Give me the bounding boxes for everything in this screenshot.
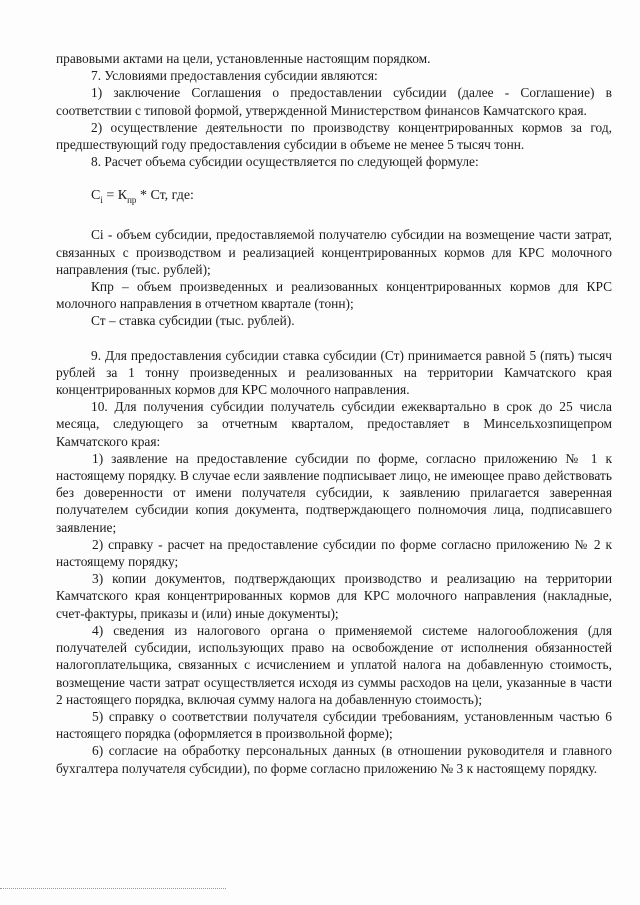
clause-10-item-5: 5) справку о соответствии получателя субсидии требованиям, установленным частью 6 настоящего порядка (оформляется в произвольной форме);	[56, 708, 612, 742]
page-bottom-rule	[0, 888, 226, 889]
clause-7-item-2: 2) осуществление деятельности по производству концентрированных кормов за год, предшествующий году предоставления субсидии в объеме не менее 5 тысяч тонн.	[56, 119, 612, 153]
formula-definition-ci: Сi - объем субсидии, предоставляемой получателю субсидии на возмещение части затрат, связанных с производством и реализацией концентрированных кормов для КРС молочного направления (тыс. рублей);	[56, 227, 612, 277]
formula-k: К	[117, 188, 128, 204]
clause-9: 9. Для предоставления субсидии ставка субсидии (Ст) принимается равной 5 (пять) тысяч рублей за 1 тонну произведенных и реализованных на территории Камчатского края концентрированных кормов для КРС молочного направления.	[56, 347, 612, 398]
document-body	[56, 50, 612, 777]
formula-lhs-sub: i	[100, 195, 103, 206]
clause-7-item-1: 1) заключение Соглашения о предоставлении субсидии (далее - Соглашение) в соответствии с типовой формой, утвержденной Министерством финансов Камчатского края.	[56, 85, 612, 118]
paragraph-gap	[56, 330, 612, 347]
paragraph-continuation: правовыми актами на цели, установленные настоящим порядком.	[56, 51, 431, 66]
clause-7-heading: 7. Условиями предоставления субсидии являются:	[91, 68, 378, 84]
subsidy-formula	[56, 187, 612, 209]
clause-10-item-2: 2) справку - расчет на предоставление субсидии по форме согласно приложению № 2 к настоящему порядку;	[56, 536, 612, 570]
clause-10-item-1: 1) заявление на предоставление субсидии по форме, согласно приложению № 1 к настоящему порядку. В случае если заявление подписывает лицо, не имеющее право действовать без доверенности от имени получателя субсидии, к заявлению прилагается заверенная получателем субсидии копия документа, подтверждающего полномочия лица, подписавшего заявление;	[56, 450, 612, 535]
clause-10-item-6: 6) согласие на обработку персональных данных (в отношении руководителя и главного бухгалтера получателя субсидии), по форме согласно приложению № 3 к настоящему порядку.	[56, 743, 612, 776]
clause-10-heading: 10. Для получения субсидии получатель субсидии ежеквартально в срок до 25 числа месяца, следующего за отчетным кварталом, предоставляет в Минсельхозпищепром Камчатского края:	[56, 399, 612, 449]
clause-8-heading: 8. Расчет объема субсидии осуществляется по следующей формуле:	[91, 154, 479, 170]
formula-eq: =	[102, 188, 118, 204]
formula-k-sub: пр	[127, 195, 137, 206]
clause-10-item-4: 4) сведения из налогового органа о применяемой системе налогообложения (для получателей субсидии, использующих право на освобождение от исполнения обязанностей налогоплательщика, связанных с исчислением и уплатой налога на добавленную стоимость, возмещение части затрат осуществляется исходя из суммы расходов на цели, указанные в части 2 настоящего порядка, включая сумму налога на добавленную стоимость);	[56, 622, 612, 707]
formula-definition-st: Ст – ставка субсидии (тыс. рублей).	[91, 313, 295, 329]
formula-definition-kpr: Кпр – объем произведенных и реализованных концентрированных кормов для КРС молочного направления в отчетном квартале (тонн);	[56, 279, 612, 312]
clause-10-item-3: 3) копии документов, подтверждающих производство и реализацию на территории Камчатского края концентрированных кормов для КРС молочного направления (накладные, счет-фактуры, приказы и (или) иные документы);	[56, 571, 612, 621]
formula-rest: * Ст, где:	[136, 188, 194, 204]
formula-lhs: С	[91, 188, 101, 204]
